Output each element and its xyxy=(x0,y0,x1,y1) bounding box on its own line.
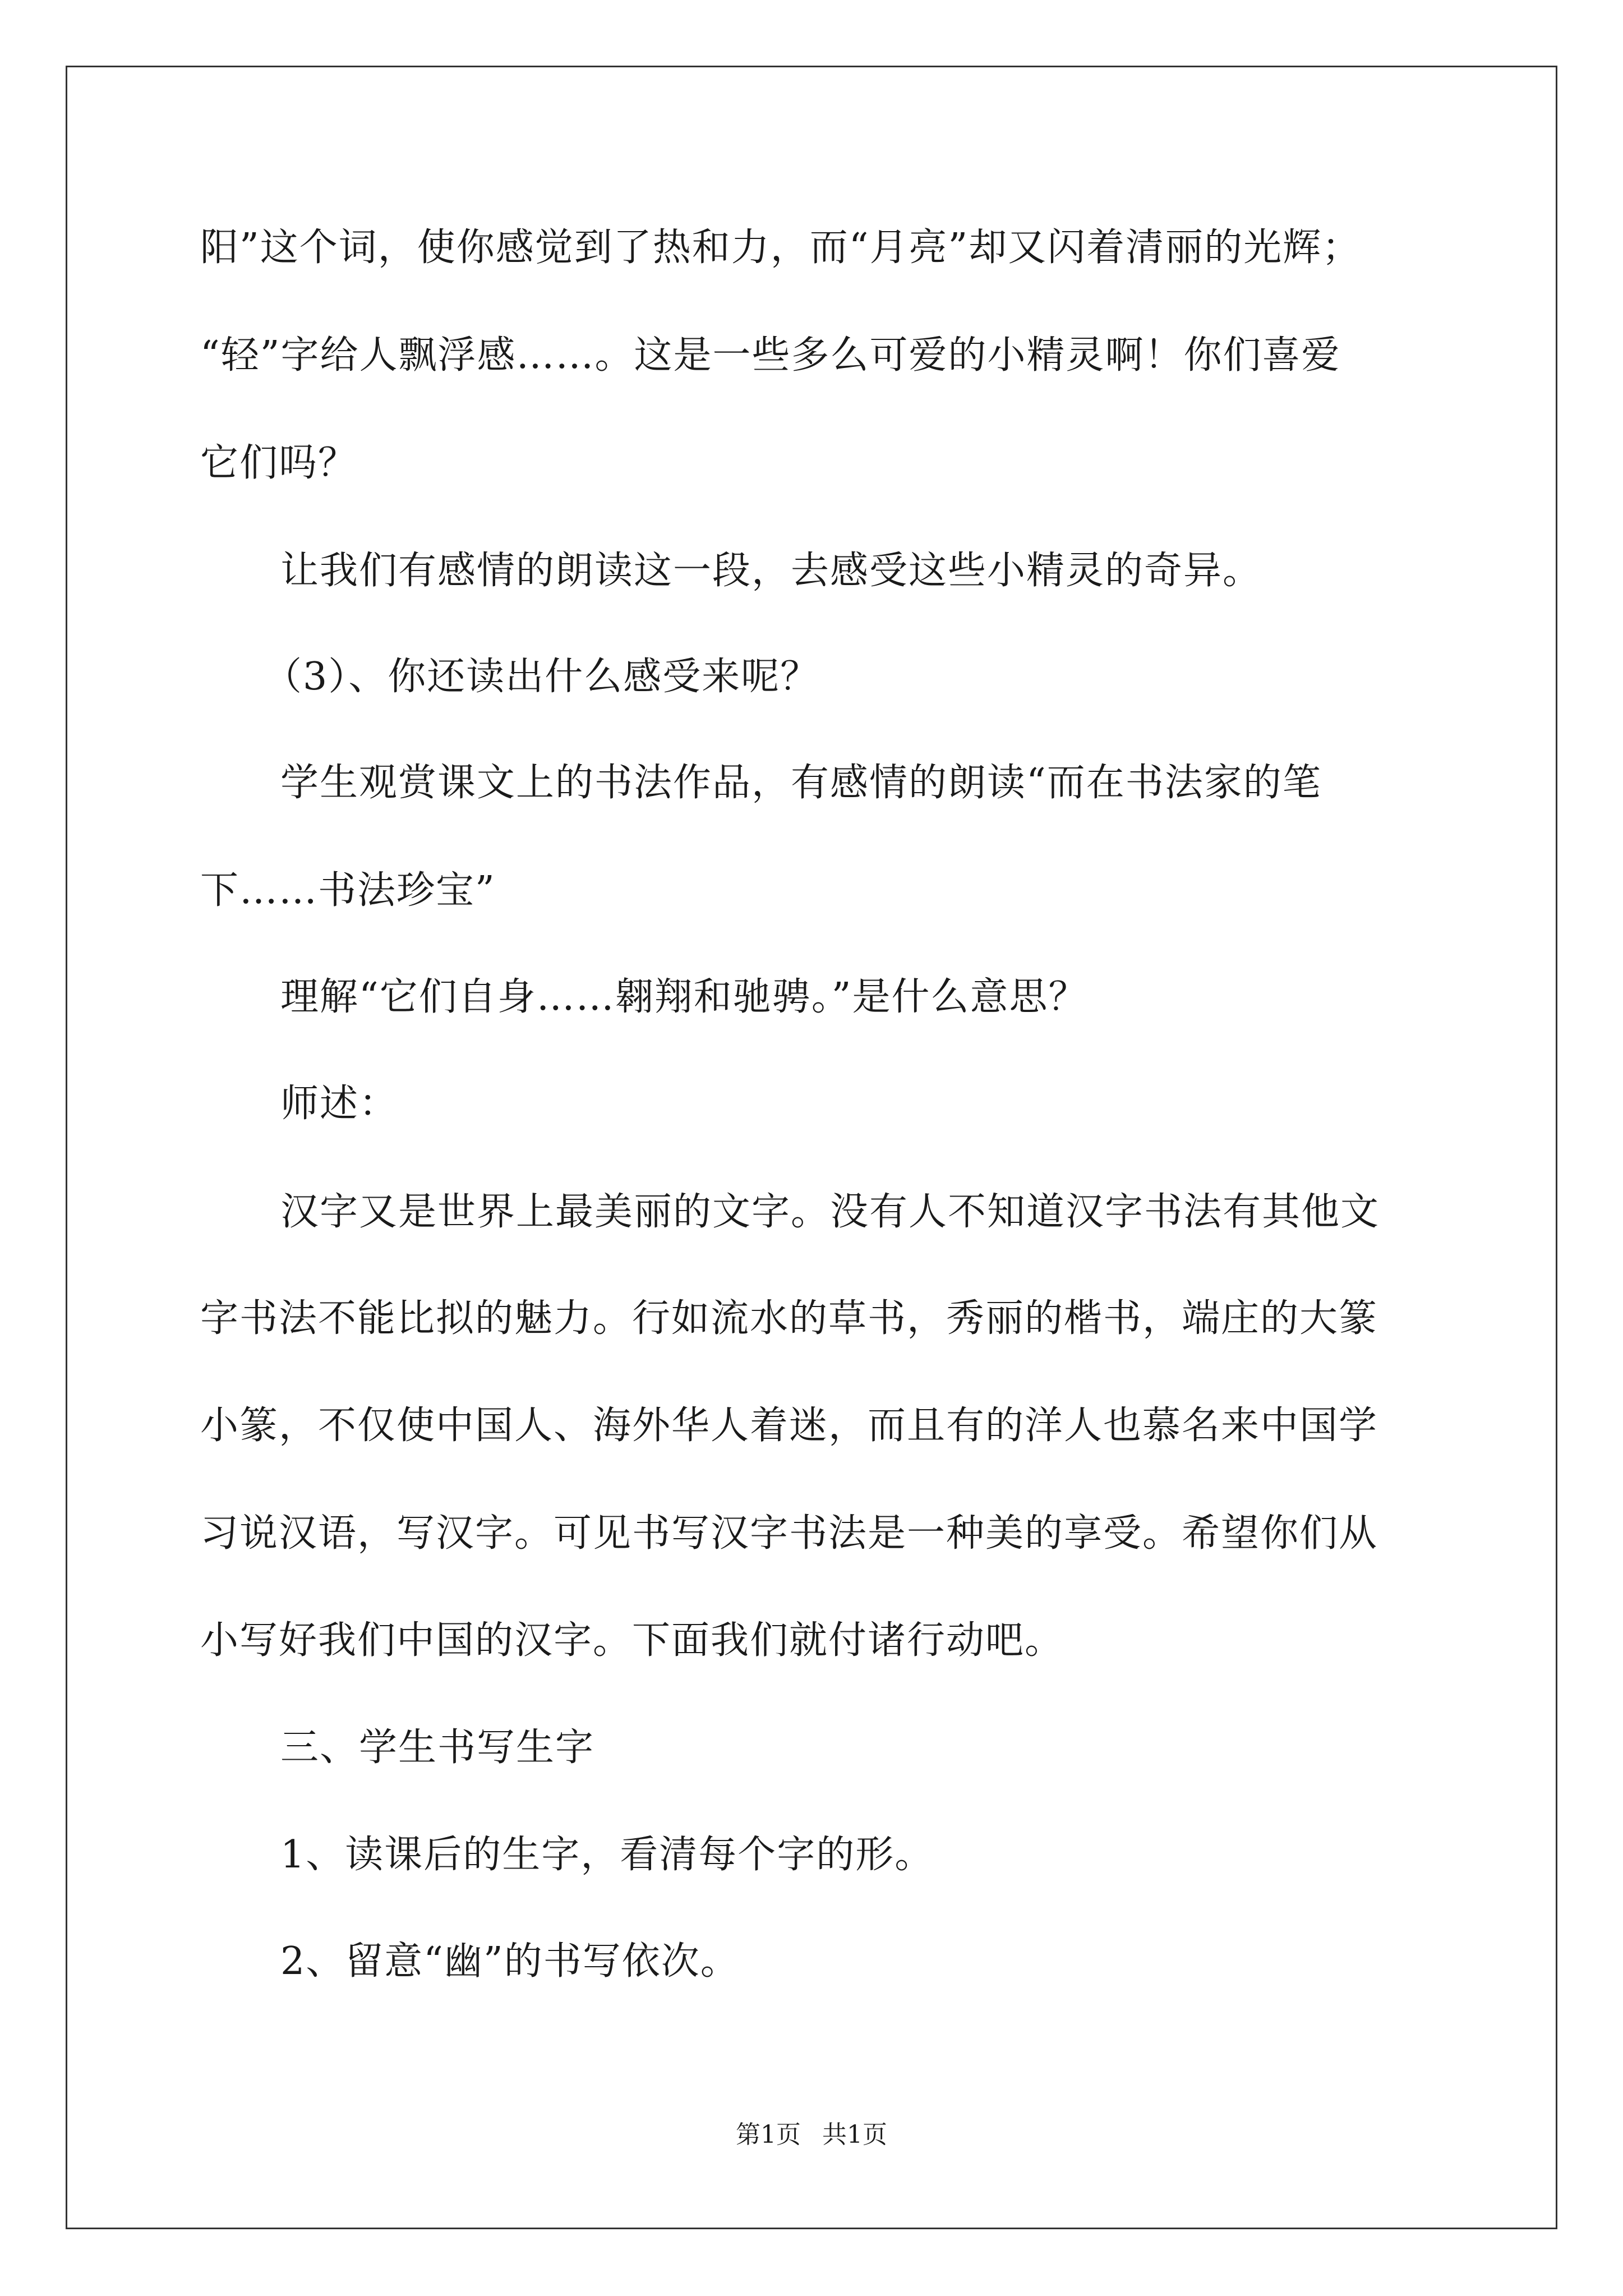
text-line: 下……书法珍宝” xyxy=(200,868,496,913)
text-line: 它们吗？ xyxy=(200,441,358,485)
text-line: 三、学生书写生字 xyxy=(280,1726,595,1770)
text-line: 汉字又是世界上最美丽的文字。没有人不知道汉字书法有其他文 xyxy=(280,1190,1380,1234)
page-total: 共1页 xyxy=(822,2120,887,2149)
text-line: 理解“它们自身……翱翔和驰骋。”是什么意思？ xyxy=(280,975,1088,1019)
text-line: 阳”这个词，使你感觉到了热和力，而“月亮”却又闪着清丽的光辉； xyxy=(200,226,1362,270)
text-line: 小篆，不仅使中国人、海外华人着迷，而且有的洋人也慕名来中国学 xyxy=(200,1404,1378,1448)
text-line: 学生观赏课文上的书法作品，有感情的朗读“而在书法家的笔 xyxy=(280,761,1322,805)
text-line: 师述： xyxy=(280,1082,399,1126)
text-line: 小写好我们中国的汉字。下面我们就付诸行动吧。 xyxy=(200,1618,1064,1663)
text-line: 1、读课后的生字，看清每个字的形。 xyxy=(280,1833,934,1877)
text-line: 让我们有感情的朗读这一段，去感受这些小精灵的奇异。 xyxy=(280,549,1262,593)
text-line: 2、留意“幽”的书写依次。 xyxy=(280,1939,740,1984)
page-number: 第1页 xyxy=(736,2120,801,2149)
text-line: 习说汉语，写汉字。可见书写汉字书法是一种美的享受。希望你们从 xyxy=(200,1511,1378,1556)
page-footer xyxy=(0,2118,1623,2152)
text-line: （3）、你还读出什么感受来呢？ xyxy=(264,655,820,699)
page-border xyxy=(66,66,1557,2229)
text-line: “轻”字给人飘浮感……。这是一些多么可爱的小精灵啊！你们喜爱 xyxy=(200,333,1341,378)
text-line: 字书法不能比拟的魅力。行如流水的草书，秀丽的楷书，端庄的大篆 xyxy=(200,1296,1378,1341)
